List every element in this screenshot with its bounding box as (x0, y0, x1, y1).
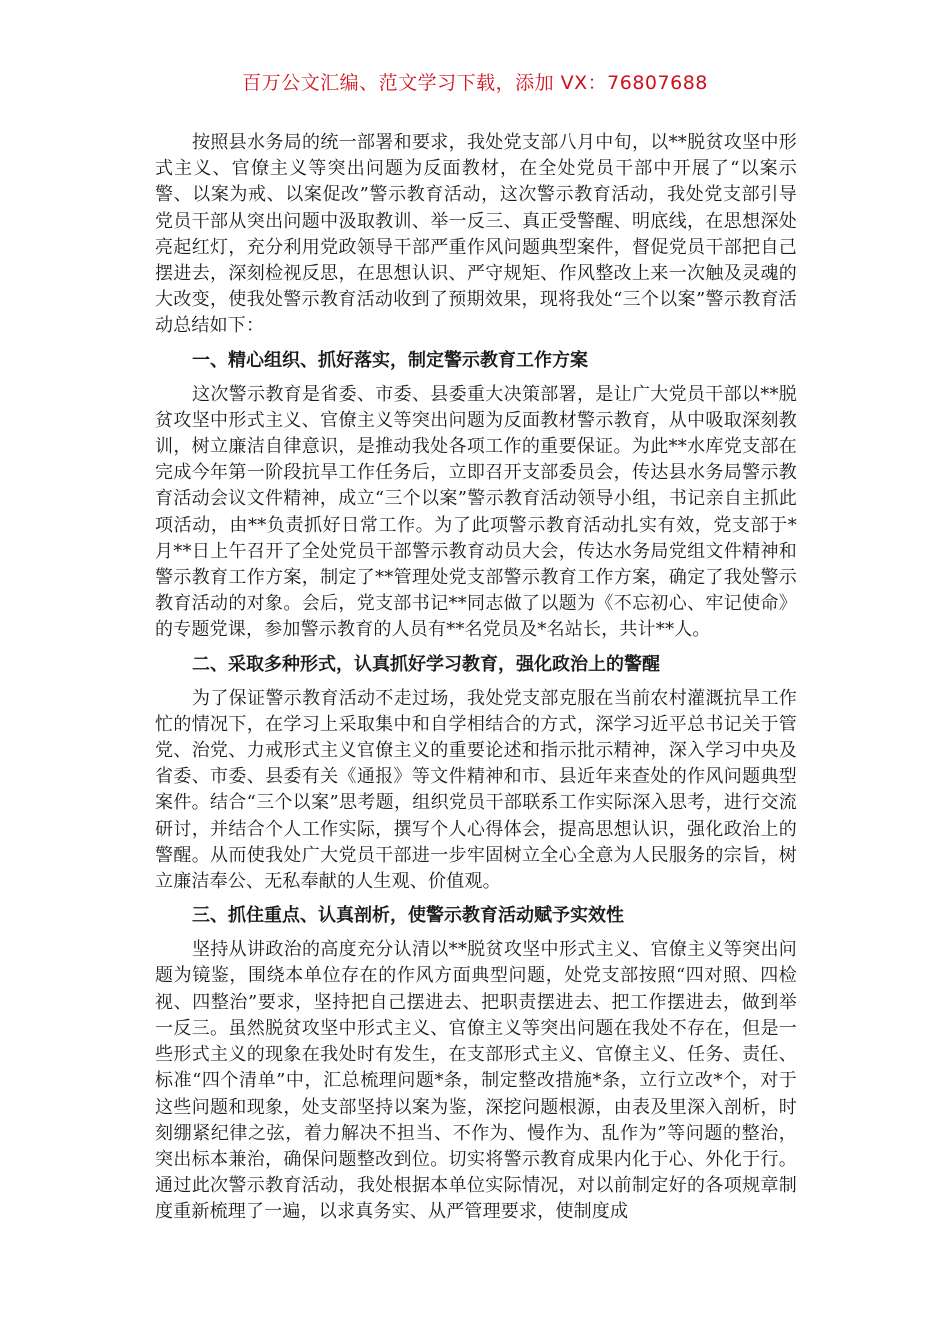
document-body (155, 130, 797, 1226)
section-2-heading: 二、采取多种形式，认真抓好学习教育，强化政治上的警醒 (192, 653, 660, 675)
section-3-heading: 三、抓住重点、认真剖析，使警示教育活动赋予实效性 (192, 905, 624, 927)
section-1-body: 这次警示教育是省委、市委、县委重大决策部署，是让广大党员干部以**脱贫攻坚中形式主义、官僚主义等突出问题为反面教材警示教育，从中吸取深刻教训，树立廉洁自律意识，是推动我处各项工作的重要保证。为此**水库党支部在完成今年第一阶段抗旱工作任务后，立即召开支部委员会，传达县水务局警示教育活动会议文件精神，成立“三个以案”警示教育活动领导小组，书记亲自主抓此项活动，由**负责抓好日常工作。为了此项警示教育活动扎实有效，党支部于*月**日上午召开了全处党员干部警示教育动员大会，传达水务局党组文件精神和警示教育工作方案，制定了**管理处党支部警示教育工作方案，确定了我处警示教育活动的对象。会后，党支部书记**同志做了以题为《不忘初心、牢记使命》的专题党课，参加警示教育的人员有**名党员及*名站长，共计**人。 (155, 383, 797, 641)
header-banner: 百万公文汇编、范文学习下载，添加 VX：76807688 (242, 72, 708, 94)
intro-paragraph: 按照县水务局的统一部署和要求，我处党支部八月中旬，以**脱贫攻坚中形式主义、官僚主义等突出问题为反面教材，在全处党员干部中开展了“以案示警、以案为戒、以案促改”警示教育活动，这次警示教育活动，我处党支部引导党员干部从突出问题中汲取教训、举一反三、真正受警醒、明底线，在思想深处亮起红灯，充分利用党政领导干部严重作风问题典型案件，督促党员干部把自己摆进去，深刻检视反思，在思想认识、严守规矩、作风整改上来一次触及灵魂的大改变，使我处警示教育活动收到了预期效果，现将我处“三个以案”警示教育活动总结如下： (155, 132, 797, 337)
section-2-body: 为了保证警示教育活动不走过场，我处党支部克服在当前农村灌溉抗旱工作忙的情况下，在学习上采取集中和自学相结合的方式，深学习近平总书记关于管党、治党、力戒形式主义官僚主义的重要论述和指示批示精神，深入学习中央及省委、市委、县委有关《通报》等文件精神和市、县近年来查处的作风问题典型案件。结合“三个以案”思考题，组织党员干部联系工作实际深入思考，进行交流研讨，并结合个人工作实际，撰写个人心得体会，提高思想认识，强化政治上的警醒。从而使我处广大党员干部进一步牢固树立全心全意为人民服务的宗旨，树立廉洁奉公、无私奉献的人生观、价值观。 (155, 687, 797, 893)
section-1-heading: 一、精心组织、抓好落实，制定警示教育工作方案 (192, 349, 588, 371)
section-3-body: 坚持从讲政治的高度充分认清以**脱贫攻坚中形式主义、官僚主义等突出问题为镜鉴，围绕本单位存在的作风方面典型问题，处党支部按照“四对照、四检视、四整治”要求，坚持把自己摆进去、把职责摆进去、把工作摆进去，做到举一反三。虽然脱贫攻坚中形式主义、官僚主义等突出问题在我处不存在，但是一些形式主义的现象在我处时有发生，在支部形式主义、官僚主义、任务、责任、标准“四个清单”中，汇总梳理问题*条，制定整改措施*条，立行立改*个，对于这些问题和现象，处支部坚持以案为鉴，深挖问题根源，由表及里深入剖析，时刻绷紧纪律之弦，着力解决不担当、不作为、慢作为、乱作为”等问题的整治，突出标本兼治，确保问题整改到位。切实将警示教育成果内化于心、外化于行。通过此次警示教育活动，我处根据本单位实际情况，对以前制定好的各项规章制度重新梳理了一遍，以求真务实、从严管理要求，使制度成 (155, 939, 797, 1223)
